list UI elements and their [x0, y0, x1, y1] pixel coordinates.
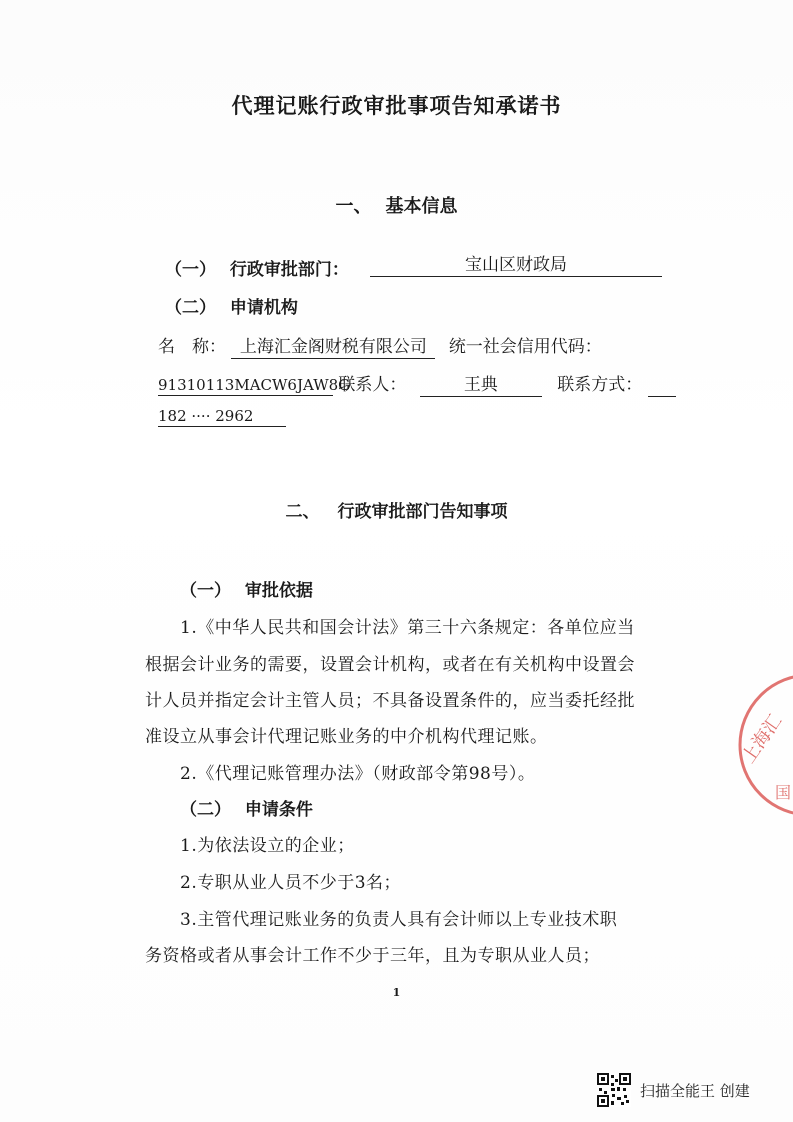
name-label: 名 称：	[158, 337, 226, 357]
company-seal-stamp	[735, 670, 793, 820]
section-notice-heading	[0, 497, 793, 522]
svg-text:上海汇: 上海汇	[737, 710, 787, 768]
basis-line: 准设立从事会计代理记账业务的中介机构代理记账。	[145, 727, 548, 747]
credit-contact-row	[158, 370, 676, 397]
basis-line: 根据会计业务的需要，设置会计机构，或者在有关机构中设置会	[145, 655, 635, 675]
document-title: 代理记账行政审批事项告知承诺书	[231, 93, 562, 118]
basis-line: 计人员并指定会计主管人员；不具备设置条件的，应当委托经批	[145, 691, 635, 711]
condition-line: 务资格或者从事会计工作不少于三年，且为专职从业人员；	[145, 946, 600, 966]
section-number: 二、	[285, 502, 320, 522]
condition-line: 3.主管代理记账业务的负责人具有会计师以上专业技术职	[180, 910, 618, 930]
phone-underline-start	[648, 375, 676, 397]
svg-text:国: 国	[775, 783, 792, 802]
dept-label: 行政审批部门：	[229, 260, 349, 280]
section-label: 行政审批部门告知事项	[337, 502, 508, 522]
basis-heading	[180, 576, 313, 601]
applicant-number: （二）	[165, 298, 216, 318]
dept-number: （一）	[165, 260, 216, 280]
dept-value-field	[370, 255, 662, 277]
basis-label: 审批依据	[244, 581, 313, 601]
conditions-heading	[180, 795, 313, 820]
conditions-number: （二）	[180, 800, 231, 820]
name-row	[158, 332, 602, 359]
contact-value: 王典	[420, 375, 542, 397]
phone-row	[158, 406, 286, 427]
condition-line: 1.为依法设立的企业；	[180, 836, 355, 856]
condition-line: 2.专职从业人员不少于3名；	[180, 873, 402, 893]
page-number: 1	[392, 986, 401, 999]
basis-line: 1.《中华人民共和国会计法》第三十六条规定：各单位应当	[180, 618, 635, 638]
basis-number: （一）	[180, 581, 231, 601]
applicant-heading	[165, 293, 298, 318]
credit-label: 统一社会信用代码：	[448, 337, 602, 357]
scanner-watermark-text: 扫描全能王 创建	[640, 1082, 750, 1100]
qr-code-icon	[597, 1073, 631, 1107]
credit-value: 91310113MACW6JAW8G	[158, 376, 351, 394]
dept-value: 宝山区财政局	[370, 255, 662, 277]
section-basic-info-heading	[0, 192, 793, 218]
applicant-label: 申请机构	[229, 298, 298, 318]
phone-value: 182 ···· 2962	[158, 407, 286, 427]
conditions-label: 申请条件	[244, 800, 313, 820]
section-number: 一、	[335, 196, 372, 217]
dept-label-row	[165, 255, 349, 280]
section-label: 基本信息	[385, 196, 458, 217]
contact-label: 联系人：	[338, 375, 407, 395]
name-value: 上海汇金阁财税有限公司	[231, 337, 435, 359]
basis-line: 2.《代理记账管理办法》（财政部令第98号）。	[180, 764, 536, 784]
phone-label: 联系方式：	[557, 375, 643, 395]
